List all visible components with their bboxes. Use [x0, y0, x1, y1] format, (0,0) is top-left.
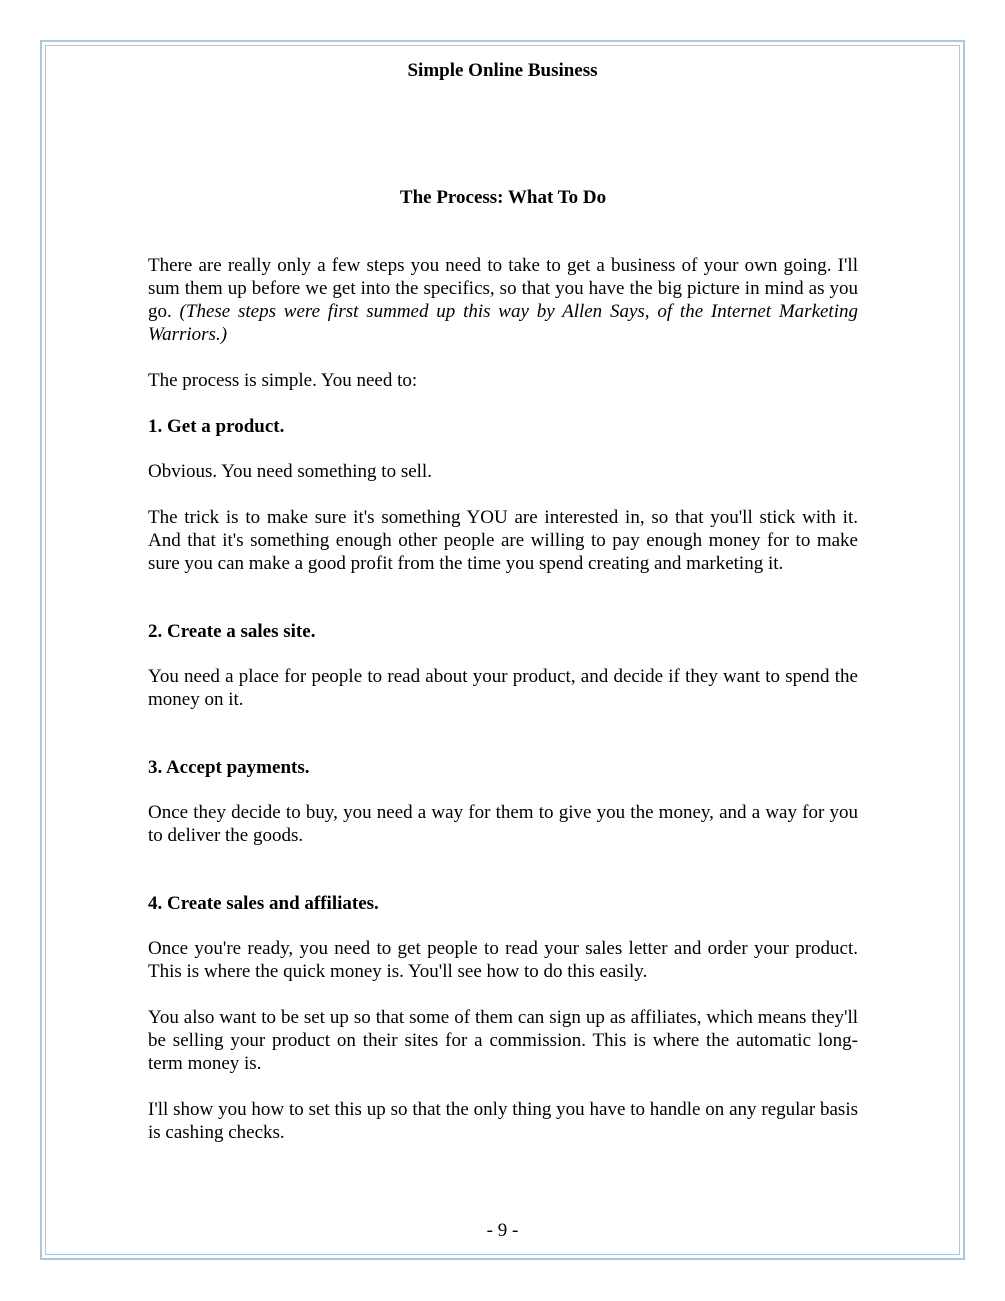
step-1-paragraph-1: Obvious. You need something to sell. [148, 461, 432, 482]
step-4-paragraph-2: You also want to be set up so that some of them can sign up as affiliates, which means they'll be selling your product on their sites for a commission. This is where the automatic long-term money is. [148, 1007, 858, 1074]
intro-text: There are really only a few steps you need to take to get a business of your own going. I'll sum them up before we get into the specifics, so that you have the big picture in mind as you go. [148, 255, 858, 322]
step-4-heading: 4. Create sales and affiliates. [148, 893, 379, 914]
page-number: - 9 - [486, 1220, 519, 1241]
step-3-heading: 3. Accept payments. [148, 757, 310, 778]
intro-paragraph [148, 254, 858, 346]
step-1-paragraph-2: The trick is to make sure it's something YOU are interested in, so that you'll stick with it. And that it's something enough other people are willing to pay enough money for to make sure you can make a good profit from the time you spend creating and marketing it. [148, 507, 858, 574]
step-4-paragraph-1: Once you're ready, you need to get people to read your sales letter and order your product. This is where the quick money is. You'll see how to do this easily. [148, 938, 858, 982]
running-header: Simple Online Business [407, 60, 598, 81]
step-4-paragraph-3: I'll show you how to set this up so that the only thing you have to handle on any regular basis is cashing checks. [148, 1099, 858, 1143]
step-1-heading: 1. Get a product. [148, 416, 285, 437]
step-3-paragraph-1: Once they decide to buy, you need a way for them to give you the money, and a way for you to deliver the goods. [148, 802, 858, 846]
step-2-heading: 2. Create a sales site. [148, 621, 316, 642]
page-content [148, 186, 858, 1144]
intro-italic-note: (These steps were first summed up this way by Allen Says, of the Internet Marketing Warriors.) [148, 301, 858, 345]
step-2-paragraph-1: You need a place for people to read about your product, and decide if they want to spend the money on it. [148, 666, 858, 710]
lead-paragraph: The process is simple. You need to: [148, 370, 418, 391]
section-title: The Process: What To Do [399, 187, 607, 208]
